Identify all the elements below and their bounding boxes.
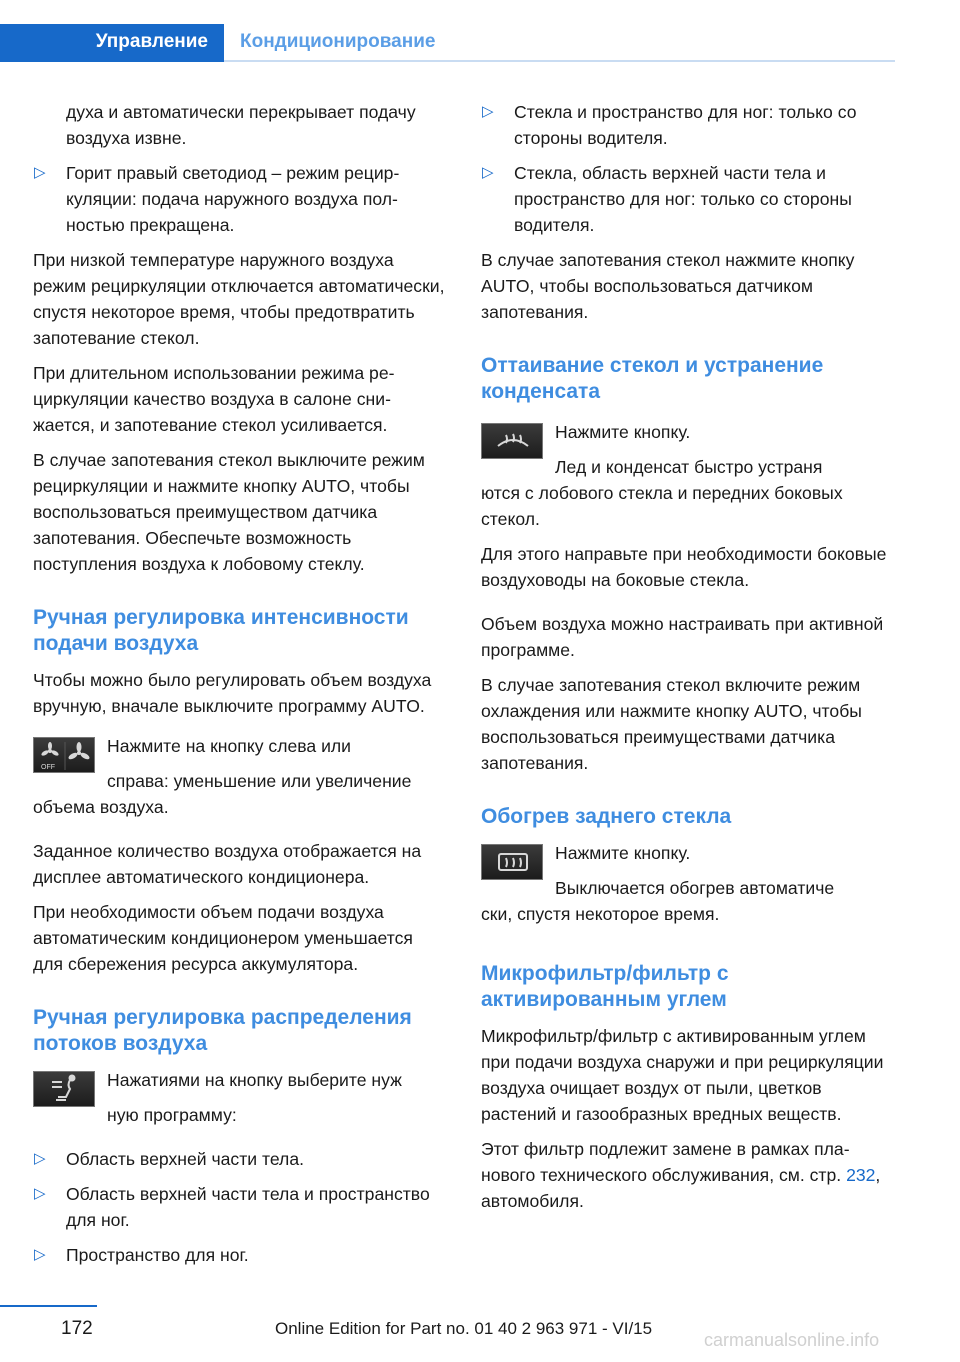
fan-off-label: OFF bbox=[41, 764, 55, 771]
list-item bbox=[33, 1181, 446, 1233]
page-reference-link[interactable]: 232 bbox=[846, 1165, 876, 1185]
instruction-continuation: ски, спустя некоторое время. bbox=[481, 904, 720, 924]
list-item bbox=[481, 99, 895, 151]
paragraph: Чтобы можно было регулировать объем воздуха вручную, вначале выключите программу AUTO. bbox=[33, 670, 432, 716]
bullet-continuation: духа и автоматически перекрывает подачу воздуха извне. bbox=[66, 102, 416, 148]
header-subsection-label: Кондиционирование bbox=[240, 31, 436, 52]
list-item-text: Пространство для ног. bbox=[66, 1245, 249, 1265]
footer-divider bbox=[0, 1305, 97, 1307]
list-item bbox=[33, 1242, 446, 1268]
list-item bbox=[33, 1146, 446, 1172]
header-divider bbox=[224, 60, 895, 62]
instruction-continuation: ются с лобового стекла и передних боковых стекол. bbox=[481, 483, 843, 529]
header-section-label: Управление bbox=[95, 31, 208, 52]
instruction-line: Нажмите на кнопку слева или bbox=[107, 736, 352, 756]
instruction-line: справа: уменьшение или увеличение bbox=[107, 771, 412, 791]
section-heading-intensity: Ручная регулировка интенсивности подачи воздуха bbox=[33, 606, 409, 655]
watermark: carmanualsonline.info bbox=[704, 1330, 880, 1350]
defrost-instruction bbox=[481, 419, 895, 480]
rear-window-instruction bbox=[481, 840, 895, 901]
paragraph: Объем воздуха можно настраивать при активной программе. bbox=[481, 614, 884, 660]
page-number: 172 bbox=[61, 1318, 93, 1339]
edition-info: Online Edition for Part no. 01 40 2 963 971 - VI/15 bbox=[275, 1319, 653, 1338]
instruction-line: Нажмите кнопку. bbox=[555, 422, 691, 442]
paragraph: В случае запотевания стекол включите режим охлаждения или нажмите кнопку AUTO, чтобы воспользоваться преимуществами датчика запотевания. bbox=[481, 675, 862, 773]
paragraph bbox=[481, 1136, 895, 1214]
section-heading-rear-window: Обогрев заднего стекла bbox=[481, 805, 732, 828]
instruction-line: Нажмите кнопку. bbox=[555, 843, 691, 863]
air-distribution-button-icon bbox=[33, 1071, 95, 1107]
paragraph: В случае запотевания стекол выключите режим рециркуляции и нажмите кнопку AUTO, чтобы воспользоваться преимуществом датчика запотевания. Обеспечьте возможность поступления воздуха к лобовому стеклу. bbox=[33, 450, 425, 574]
paragraph: При низкой температуре наружного воздуха режим рециркуляции отключается автоматически, спустя некоторое время, чтобы предотвратить запотевание стекол. bbox=[33, 250, 445, 348]
bullet-triangle-icon: ▷ bbox=[482, 164, 494, 181]
section-heading-filter: Микрофильтр/фильтр с активированным углем bbox=[481, 962, 729, 1011]
instruction-line: ную программу: bbox=[107, 1105, 237, 1125]
left-column bbox=[33, 99, 446, 1277]
list-item bbox=[481, 160, 895, 238]
right-column bbox=[481, 99, 895, 1223]
list-item-text: Область верхней части тела и пространство для ног. bbox=[66, 1184, 430, 1230]
list-item-text: Область верхней части тела. bbox=[66, 1149, 304, 1169]
fan-button-icon bbox=[33, 737, 95, 773]
bullet-triangle-icon: ▷ bbox=[482, 103, 494, 120]
bullet-triangle-icon: ▷ bbox=[34, 1150, 46, 1167]
paragraph-text: Этот фильтр подлежит замене в рамках планового технического обслуживания, см. стр. bbox=[481, 1139, 850, 1185]
paragraph: Микрофильтр/фильтр с активированным углем при подачи воздуха снаружи и при рециркуляции воздуха очищает воздух от пыли, цветков растений и газообразных вредных веществ. bbox=[481, 1026, 884, 1124]
rear-window-defrost-button-icon bbox=[481, 844, 543, 880]
list-item bbox=[33, 160, 446, 238]
paragraph-text: , автомобиля. bbox=[481, 1165, 881, 1211]
paragraph: Заданное количество воздуха отображается на дисплее автоматического кондиционера. bbox=[33, 841, 422, 887]
fan-instruction bbox=[33, 733, 446, 794]
instruction-line: Нажатиями на кнопку выберите нуж bbox=[107, 1070, 402, 1090]
bullet-triangle-icon: ▷ bbox=[34, 1185, 46, 1202]
instruction-line: Лед и конденсат быстро устраня bbox=[555, 457, 823, 477]
list-item-text: Горит правый светодиод – режим рециркуляции: подача наружного воздуха полностью прекращена. bbox=[66, 163, 400, 235]
paragraph: При необходимости объем подачи воздуха автоматическим кондиционером уменьшается для сбережения ресурса аккумулятора. bbox=[33, 902, 413, 974]
header-section-tab bbox=[0, 24, 224, 62]
bullet-triangle-icon: ▷ bbox=[34, 164, 46, 181]
list-item-text: Стекла, область верхней части тела и пространство для ног: только со стороны водителя. bbox=[514, 163, 852, 235]
list-item-text: Стекла и пространство для ног: только со стороны водителя. bbox=[514, 102, 857, 148]
instruction-continuation: объема воздуха. bbox=[33, 797, 169, 817]
paragraph: Для этого направьте при необходимости боковые воздуховоды на боковые стекла. bbox=[481, 544, 887, 590]
bullet-triangle-icon: ▷ bbox=[34, 1246, 46, 1263]
paragraph: При длительном использовании режима рециркуляции качество воздуха в салоне снижается, и запотевание стекол усиливается. bbox=[33, 363, 395, 435]
windshield-defrost-button-icon bbox=[481, 423, 543, 459]
section-heading-defrost: Оттаивание стекол и устранение конденсата bbox=[481, 354, 824, 403]
section-heading-distribution: Ручная регулировка распределения потоков воздуха bbox=[33, 1006, 412, 1055]
paragraph: В случае запотевания стекол нажмите кнопку AUTO, чтобы воспользоваться датчиком запотевания. bbox=[481, 250, 855, 322]
instruction-line: Выключается обогрев автоматиче bbox=[555, 878, 835, 898]
distribution-instruction bbox=[33, 1067, 446, 1128]
